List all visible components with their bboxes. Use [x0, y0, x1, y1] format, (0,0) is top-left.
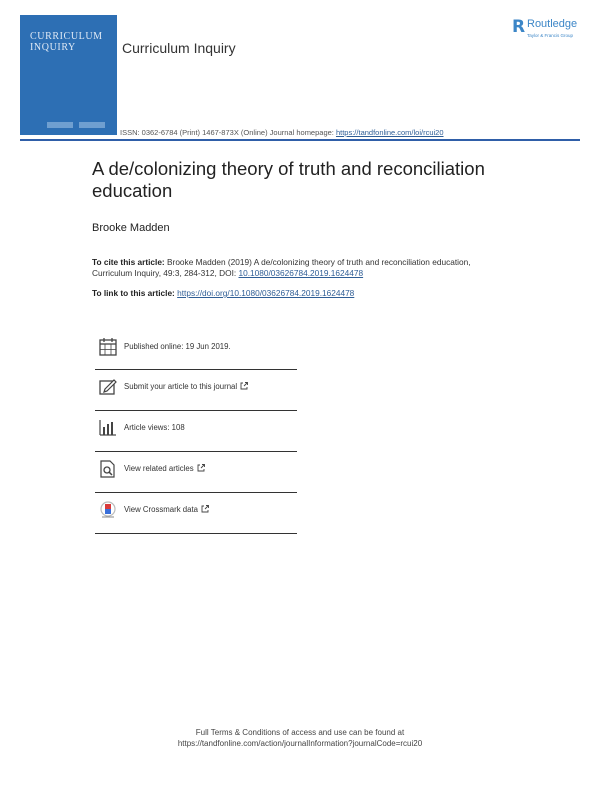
- footer-line1: Full Terms & Conditions of access and use can be found at: [195, 728, 405, 737]
- cover-title-line1: CURRICULUM: [30, 31, 103, 42]
- article-actions-panel: [95, 330, 297, 534]
- cover-publisher-marks: [47, 122, 109, 132]
- footer-terms: [0, 727, 600, 749]
- calendar-icon: [99, 338, 117, 356]
- published-online-label: Published online: 19 Jun 2019.: [124, 342, 231, 351]
- journal-homepage-link[interactable]: https://tandfonline.com/loi/rcui20: [335, 128, 444, 137]
- header-divider: [20, 139, 580, 141]
- published-online-row: [95, 330, 297, 370]
- related-articles-label: View related articles: [124, 464, 194, 473]
- citation-block: [92, 257, 492, 279]
- article-views-label: Article views: 108: [124, 423, 185, 432]
- article-link-block: [92, 288, 354, 298]
- crossmark-row[interactable]: [95, 493, 297, 534]
- article-views-row: [95, 411, 297, 452]
- issn-text: ISSN: 0362-6784 (Print) 1467-873X (Online) Journal homepage:: [120, 128, 336, 137]
- external-link-icon: [240, 382, 248, 390]
- journal-title[interactable]: Curriculum Inquiry: [122, 40, 236, 56]
- cover-title: [30, 31, 103, 53]
- journal-cover-image: [20, 15, 117, 135]
- cover-title-line2: INQUIRY: [30, 42, 76, 53]
- routledge-logo-icon: R: [512, 17, 526, 37]
- cite-text: Brooke Madden (2019) A de/colonizing theory of truth and reconciliation education, Curriculum Inquiry, 49:3, 284-312, DOI:: [92, 257, 471, 278]
- doi-link[interactable]: 10.1080/03626784.2019.1624478: [238, 268, 364, 278]
- article-author: Brooke Madden: [92, 222, 170, 234]
- submit-article-link[interactable]: [124, 382, 248, 391]
- publisher-subtitle: Taylor & Francis Group: [527, 33, 574, 38]
- link-label: To link to this article:: [92, 288, 175, 298]
- external-link-icon: [201, 505, 209, 513]
- crossmark-label: View Crossmark data: [124, 505, 198, 514]
- crossmark-link[interactable]: [124, 505, 209, 514]
- crossmark-icon: [99, 501, 117, 519]
- submit-article-row[interactable]: [95, 370, 297, 411]
- publisher-name: Routledge: [527, 18, 578, 30]
- publisher-logo: [512, 17, 592, 43]
- issn-line: [120, 128, 444, 137]
- search-document-icon: [99, 460, 117, 478]
- external-link-icon: [197, 464, 205, 472]
- related-articles-row[interactable]: [95, 452, 297, 493]
- bar-chart-icon: [99, 419, 117, 437]
- submit-article-label: Submit your article to this journal: [124, 382, 238, 391]
- footer-terms-link[interactable]: https://tandfonline.com/action/journalInformation?journalCode=rcui20: [177, 739, 423, 748]
- article-title: A de/colonizing theory of truth and reconciliation education: [92, 158, 485, 201]
- article-url-link[interactable]: https://doi.org/10.1080/03626784.2019.1624478: [177, 288, 355, 298]
- related-articles-link[interactable]: [124, 464, 205, 473]
- edit-icon: [99, 378, 117, 396]
- cite-label: To cite this article:: [92, 257, 165, 267]
